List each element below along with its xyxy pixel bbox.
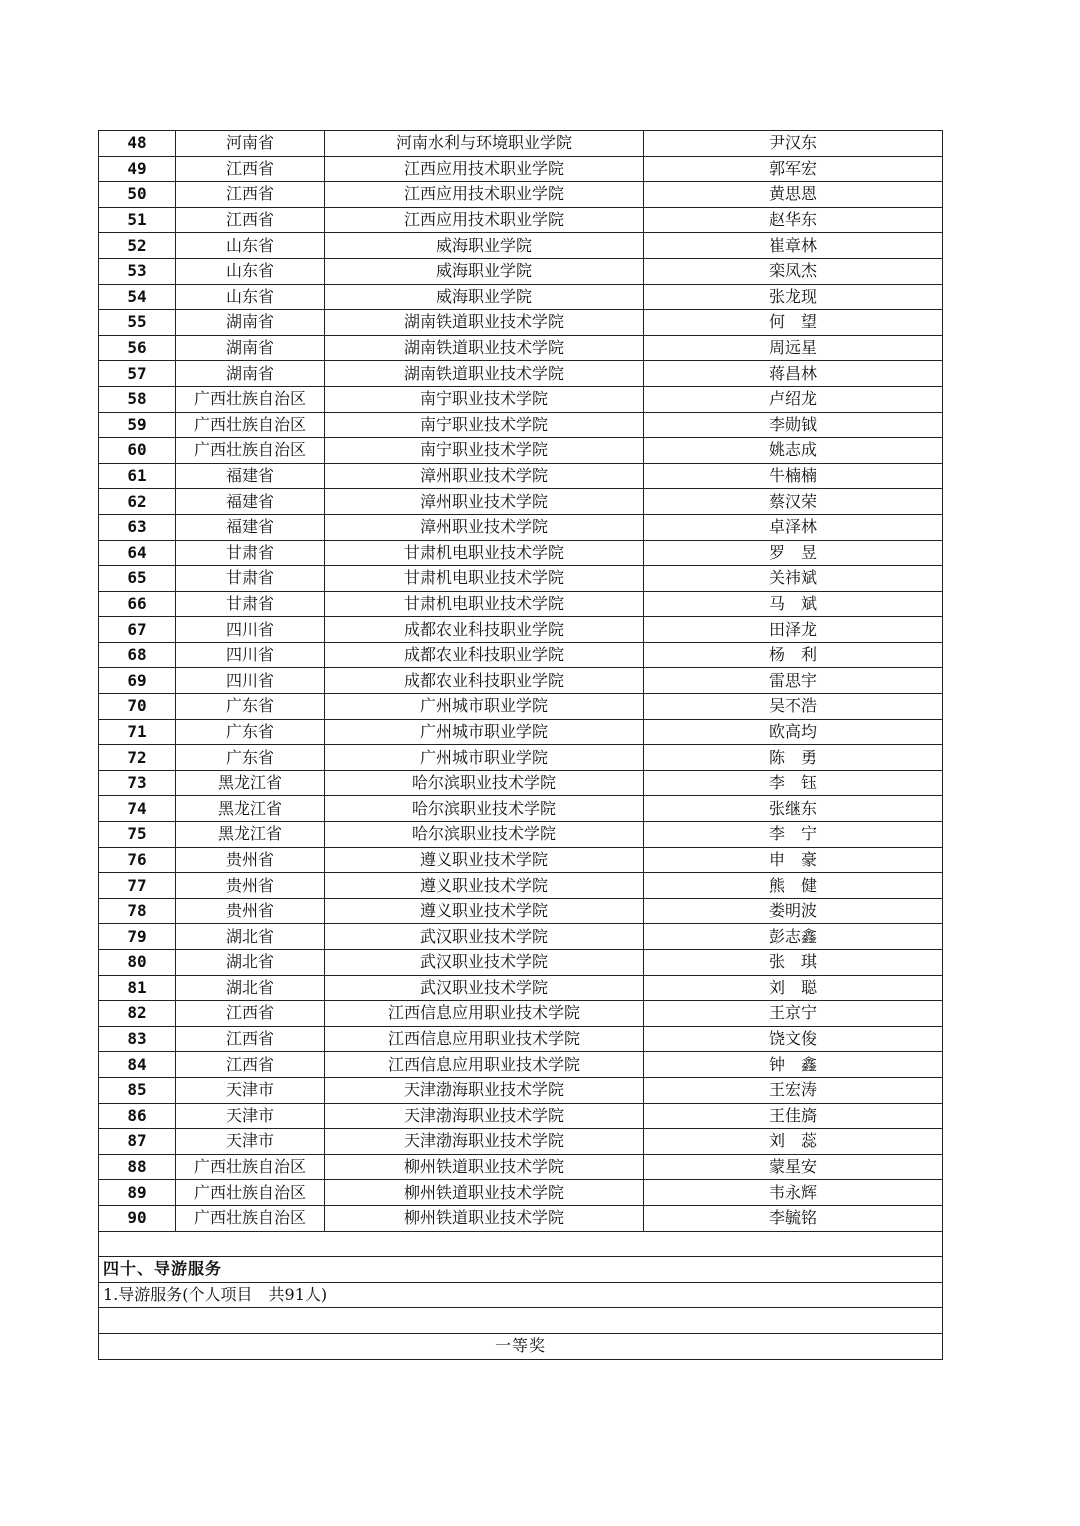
subsection-row (99, 1282, 943, 1308)
table-row (99, 1077, 943, 1103)
row-number: 75 (99, 822, 176, 848)
row-name: 陈 勇 (644, 745, 943, 771)
row-number: 49 (99, 156, 176, 182)
table-row (99, 617, 943, 643)
row-number: 52 (99, 233, 176, 259)
row-province: 河南省 (176, 131, 325, 157)
row-province: 广东省 (176, 694, 325, 720)
row-school: 湖南铁道职业技术学院 (325, 335, 644, 361)
row-name: 钟 鑫 (644, 1052, 943, 1078)
table-row (99, 770, 943, 796)
row-province: 湖南省 (176, 335, 325, 361)
row-school: 柳州铁道职业技术学院 (325, 1205, 644, 1231)
row-province: 四川省 (176, 642, 325, 668)
table-row (99, 796, 943, 822)
row-school: 柳州铁道职业技术学院 (325, 1154, 644, 1180)
table-row (99, 540, 943, 566)
table-row (99, 310, 943, 336)
row-number: 72 (99, 745, 176, 771)
table-row (99, 1154, 943, 1180)
row-school: 甘肃机电职业技术学院 (325, 591, 644, 617)
blank-row (99, 1308, 943, 1334)
row-number: 56 (99, 335, 176, 361)
row-number: 73 (99, 770, 176, 796)
row-school: 成都农业科技职业学院 (325, 642, 644, 668)
row-name: 牛楠楠 (644, 463, 943, 489)
table-row (99, 694, 943, 720)
row-province: 山东省 (176, 284, 325, 310)
row-province: 福建省 (176, 514, 325, 540)
table-row (99, 463, 943, 489)
row-school: 漳州职业技术学院 (325, 489, 644, 515)
table-row (99, 898, 943, 924)
row-province: 江西省 (176, 1052, 325, 1078)
row-school: 江西应用技术职业学院 (325, 207, 644, 233)
row-province: 江西省 (176, 182, 325, 208)
row-number: 55 (99, 310, 176, 336)
row-province: 黑龙江省 (176, 822, 325, 848)
row-school: 江西信息应用职业技术学院 (325, 1001, 644, 1027)
row-name: 张龙现 (644, 284, 943, 310)
row-school: 武汉职业技术学院 (325, 924, 644, 950)
table-row (99, 924, 943, 950)
row-province: 湖南省 (176, 361, 325, 387)
table-row (99, 975, 943, 1001)
row-name: 卓泽林 (644, 514, 943, 540)
row-school: 哈尔滨职业技术学院 (325, 822, 644, 848)
row-name: 卢绍龙 (644, 386, 943, 412)
award-list-table (98, 130, 943, 1360)
row-number: 63 (99, 514, 176, 540)
row-province: 江西省 (176, 207, 325, 233)
row-province: 黑龙江省 (176, 796, 325, 822)
row-school: 湖南铁道职业技术学院 (325, 361, 644, 387)
row-school: 成都农业科技职业学院 (325, 617, 644, 643)
row-province: 广西壮族自治区 (176, 1205, 325, 1231)
row-name: 栾凤杰 (644, 258, 943, 284)
blank-cell (99, 1231, 943, 1257)
row-school: 广州城市职业学院 (325, 719, 644, 745)
row-name: 李 宁 (644, 822, 943, 848)
row-province: 福建省 (176, 463, 325, 489)
row-school: 天津渤海职业技术学院 (325, 1103, 644, 1129)
row-number: 83 (99, 1026, 176, 1052)
row-name: 韦永辉 (644, 1180, 943, 1206)
row-number: 66 (99, 591, 176, 617)
row-school: 甘肃机电职业技术学院 (325, 566, 644, 592)
row-school: 哈尔滨职业技术学院 (325, 770, 644, 796)
row-province: 甘肃省 (176, 566, 325, 592)
row-number: 89 (99, 1180, 176, 1206)
row-school: 成都农业科技职业学院 (325, 668, 644, 694)
row-province: 福建省 (176, 489, 325, 515)
row-name: 蒙星安 (644, 1154, 943, 1180)
row-name: 欧高均 (644, 719, 943, 745)
table-row (99, 1001, 943, 1027)
row-number: 51 (99, 207, 176, 233)
row-school: 南宁职业技术学院 (325, 438, 644, 464)
row-name: 蒋昌林 (644, 361, 943, 387)
row-school: 江西应用技术职业学院 (325, 182, 644, 208)
table-row (99, 156, 943, 182)
row-number: 71 (99, 719, 176, 745)
row-province: 甘肃省 (176, 591, 325, 617)
table-body (99, 131, 943, 1232)
row-school: 遵义职业技术学院 (325, 898, 644, 924)
row-number: 77 (99, 873, 176, 899)
row-name: 张继东 (644, 796, 943, 822)
row-school: 湖南铁道职业技术学院 (325, 310, 644, 336)
table-row (99, 131, 943, 157)
row-school: 哈尔滨职业技术学院 (325, 796, 644, 822)
row-number: 78 (99, 898, 176, 924)
row-name: 崔章林 (644, 233, 943, 259)
table-row (99, 284, 943, 310)
row-province: 广东省 (176, 745, 325, 771)
table-row (99, 258, 943, 284)
table-row (99, 1026, 943, 1052)
row-name: 彭志鑫 (644, 924, 943, 950)
row-province: 广西壮族自治区 (176, 386, 325, 412)
row-province: 湖北省 (176, 924, 325, 950)
row-province: 贵州省 (176, 873, 325, 899)
row-number: 84 (99, 1052, 176, 1078)
row-number: 80 (99, 950, 176, 976)
row-name: 李毓铭 (644, 1205, 943, 1231)
row-school: 广州城市职业学院 (325, 745, 644, 771)
row-name: 周远星 (644, 335, 943, 361)
subsection-title: 1.导游服务(个人项目 共91人) (99, 1282, 943, 1308)
table-row (99, 668, 943, 694)
table-row (99, 361, 943, 387)
row-number: 50 (99, 182, 176, 208)
section-title: 四十、导游服务 (99, 1257, 943, 1283)
table-row (99, 566, 943, 592)
row-number: 74 (99, 796, 176, 822)
row-province: 四川省 (176, 617, 325, 643)
section-row (99, 1257, 943, 1283)
table-row (99, 182, 943, 208)
table-row (99, 1205, 943, 1231)
row-number: 82 (99, 1001, 176, 1027)
row-number: 65 (99, 566, 176, 592)
row-province: 江西省 (176, 1026, 325, 1052)
row-name: 罗 昱 (644, 540, 943, 566)
row-school: 天津渤海职业技术学院 (325, 1077, 644, 1103)
row-number: 81 (99, 975, 176, 1001)
row-school: 威海职业学院 (325, 258, 644, 284)
row-name: 关祎斌 (644, 566, 943, 592)
table-row (99, 873, 943, 899)
row-school: 遵义职业技术学院 (325, 847, 644, 873)
row-name: 郭军宏 (644, 156, 943, 182)
row-number: 62 (99, 489, 176, 515)
row-province: 江西省 (176, 1001, 325, 1027)
row-name: 王佳旖 (644, 1103, 943, 1129)
row-number: 53 (99, 258, 176, 284)
table-footer (99, 1231, 943, 1359)
row-name: 刘 聪 (644, 975, 943, 1001)
row-number: 90 (99, 1205, 176, 1231)
row-school: 柳州铁道职业技术学院 (325, 1180, 644, 1206)
table-row (99, 591, 943, 617)
row-province: 广西壮族自治区 (176, 1180, 325, 1206)
row-province: 山东省 (176, 233, 325, 259)
row-school: 广州城市职业学院 (325, 694, 644, 720)
row-school: 漳州职业技术学院 (325, 514, 644, 540)
row-school: 河南水利与环境职业学院 (325, 131, 644, 157)
row-school: 武汉职业技术学院 (325, 950, 644, 976)
row-school: 武汉职业技术学院 (325, 975, 644, 1001)
row-number: 68 (99, 642, 176, 668)
row-school: 江西应用技术职业学院 (325, 156, 644, 182)
table-row (99, 1052, 943, 1078)
row-number: 87 (99, 1129, 176, 1155)
row-school: 江西信息应用职业技术学院 (325, 1026, 644, 1052)
table-row (99, 950, 943, 976)
table-row (99, 438, 943, 464)
table-row (99, 745, 943, 771)
row-number: 67 (99, 617, 176, 643)
table-row (99, 847, 943, 873)
table-row (99, 207, 943, 233)
row-name: 姚志成 (644, 438, 943, 464)
row-number: 61 (99, 463, 176, 489)
table-row (99, 822, 943, 848)
row-name: 张 琪 (644, 950, 943, 976)
award-row (99, 1333, 943, 1359)
row-name: 田泽龙 (644, 617, 943, 643)
table-row (99, 489, 943, 515)
row-province: 天津市 (176, 1077, 325, 1103)
row-number: 64 (99, 540, 176, 566)
row-school: 漳州职业技术学院 (325, 463, 644, 489)
table-row (99, 386, 943, 412)
row-number: 54 (99, 284, 176, 310)
row-name: 雷思宇 (644, 668, 943, 694)
row-school: 江西信息应用职业技术学院 (325, 1052, 644, 1078)
row-number: 60 (99, 438, 176, 464)
row-number: 70 (99, 694, 176, 720)
table-row (99, 233, 943, 259)
row-province: 四川省 (176, 668, 325, 694)
table-row (99, 514, 943, 540)
row-number: 69 (99, 668, 176, 694)
row-number: 59 (99, 412, 176, 438)
row-name: 王京宁 (644, 1001, 943, 1027)
row-province: 广西壮族自治区 (176, 1154, 325, 1180)
row-province: 贵州省 (176, 847, 325, 873)
row-name: 李勋钺 (644, 412, 943, 438)
row-name: 熊 健 (644, 873, 943, 899)
row-province: 天津市 (176, 1103, 325, 1129)
table-row (99, 719, 943, 745)
row-number: 58 (99, 386, 176, 412)
row-name: 饶文俊 (644, 1026, 943, 1052)
row-province: 山东省 (176, 258, 325, 284)
row-school: 威海职业学院 (325, 233, 644, 259)
row-province: 甘肃省 (176, 540, 325, 566)
row-number: 88 (99, 1154, 176, 1180)
row-name: 何 望 (644, 310, 943, 336)
row-number: 76 (99, 847, 176, 873)
blank-cell (99, 1308, 943, 1334)
row-province: 广西壮族自治区 (176, 412, 325, 438)
row-name: 尹汉东 (644, 131, 943, 157)
row-number: 86 (99, 1103, 176, 1129)
blank-row (99, 1231, 943, 1257)
table-row (99, 1129, 943, 1155)
award-level: 一等奖 (99, 1333, 943, 1359)
row-province: 湖北省 (176, 975, 325, 1001)
row-name: 赵华东 (644, 207, 943, 233)
row-name: 马 斌 (644, 591, 943, 617)
row-name: 李 钰 (644, 770, 943, 796)
row-number: 85 (99, 1077, 176, 1103)
table-row (99, 1180, 943, 1206)
row-number: 57 (99, 361, 176, 387)
row-name: 杨 利 (644, 642, 943, 668)
row-name: 王宏涛 (644, 1077, 943, 1103)
row-school: 甘肃机电职业技术学院 (325, 540, 644, 566)
row-school: 南宁职业技术学院 (325, 412, 644, 438)
table-row (99, 642, 943, 668)
row-school: 遵义职业技术学院 (325, 873, 644, 899)
row-name: 蔡汉荣 (644, 489, 943, 515)
row-province: 湖南省 (176, 310, 325, 336)
row-province: 黑龙江省 (176, 770, 325, 796)
table-row (99, 412, 943, 438)
row-province: 江西省 (176, 156, 325, 182)
row-name: 吴不浩 (644, 694, 943, 720)
row-province: 湖北省 (176, 950, 325, 976)
row-province: 天津市 (176, 1129, 325, 1155)
row-name: 黄思恩 (644, 182, 943, 208)
row-school: 威海职业学院 (325, 284, 644, 310)
row-name: 申 豪 (644, 847, 943, 873)
row-number: 79 (99, 924, 176, 950)
row-province: 贵州省 (176, 898, 325, 924)
row-province: 广东省 (176, 719, 325, 745)
row-school: 天津渤海职业技术学院 (325, 1129, 644, 1155)
row-number: 48 (99, 131, 176, 157)
table-row (99, 1103, 943, 1129)
row-name: 刘 蕊 (644, 1129, 943, 1155)
table-row (99, 335, 943, 361)
row-school: 南宁职业技术学院 (325, 386, 644, 412)
row-name: 娄明波 (644, 898, 943, 924)
row-province: 广西壮族自治区 (176, 438, 325, 464)
